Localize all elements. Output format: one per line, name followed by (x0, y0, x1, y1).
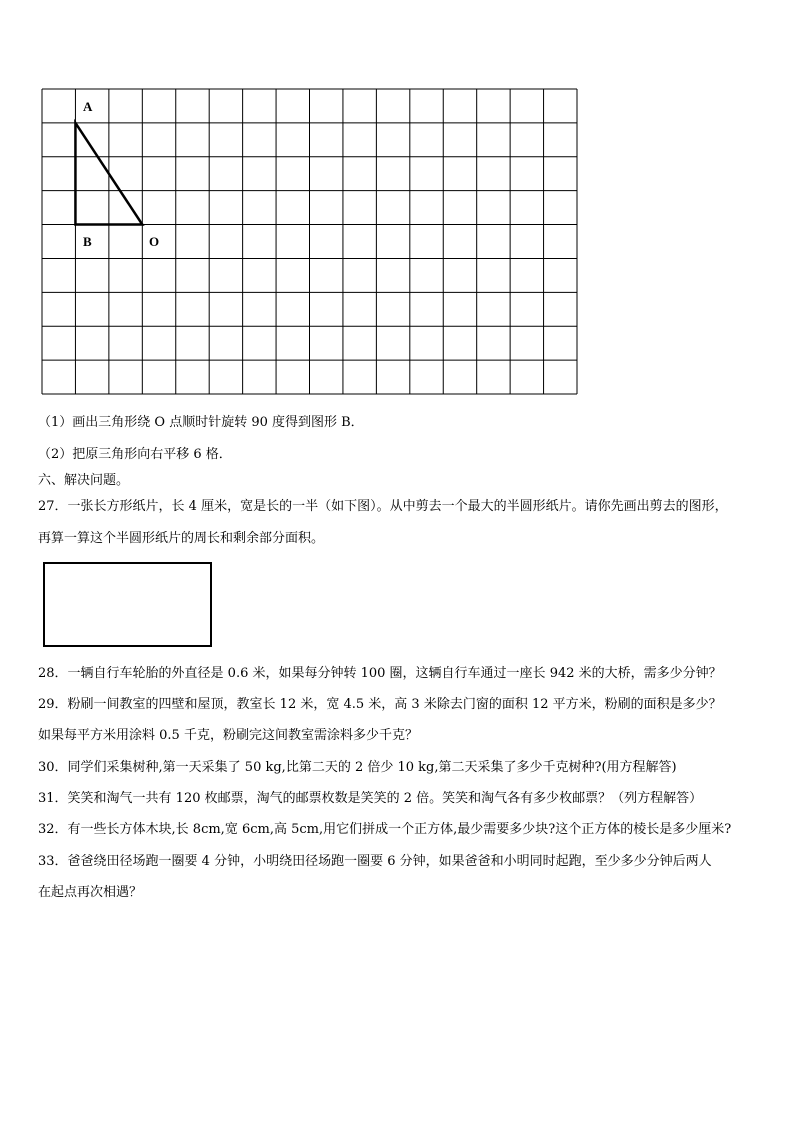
question-31: 31．笑笑和淘气一共有 120 枚邮票，淘气的邮票枚数是笑笑的 2 倍。笑笑和淘气各有多少枚邮票？（列方程解答） (38, 791, 703, 806)
point-label-a: A (83, 99, 93, 114)
sub-question-1: （1）画出三角形绕 O 点顺时针旋转 90 度得到图形 B． (38, 415, 364, 430)
point-label-b: B (83, 234, 92, 249)
question-29-line-2: 如果每平方米用涂料 0.5 千克，粉刷完这间教室需涂料多少千克？ (38, 728, 418, 743)
sub-question-2: （2）把原三角形向右平移 6 格． (38, 447, 232, 462)
question-28: 28．一辆自行车轮胎的外直径是 0.6 米，如果每分钟转 100 圈，这辆自行车通过一座长 942 米的大桥，需多少分钟？ (38, 666, 722, 681)
question-27-line-2: 再算一算这个半圆形纸片的周长和剩余部分面积。 (38, 531, 325, 546)
rectangle-figure (43, 562, 212, 647)
question-33-line-1: 33．爸爸绕田径场跑一圈要 4 分钟，小明绕田径场跑一圈要 6 分钟，如果爸爸和小明同时起跑，至少多少分钟后两人 (38, 854, 712, 869)
question-33-line-2: 在起点再次相遇？ (38, 885, 143, 900)
question-27-line-1: 27．一张长方形纸片，长 4 厘米，宽是长的一半（如下图）。从中剪去一个最大的半圆形纸片。请你先画出剪去的图形， (38, 499, 728, 514)
square-grid (42, 89, 577, 394)
question-29-line-1: 29．粉刷一间教室的四壁和屋顶，教室长 12 米，宽 4.5 米，高 3 米除去门窗的面积 12 平方米，粉刷的面积是多少？ (38, 697, 722, 712)
grid-figure (42, 89, 577, 394)
question-32: 32．有一些长方体木块,长 8cm,宽 6cm,高 5cm,用它们拼成一个正方体,最少需要多少块?这个正方体的棱长是多少厘米? (38, 822, 732, 837)
question-30: 30．同学们采集树种,第一天采集了 50 kg,比第二天的 2 倍少 10 kg,第二天采集了多少千克树种?(用方程解答) (38, 760, 677, 775)
point-label-o: O (149, 234, 160, 249)
section-heading: 六、解决问题。 (38, 473, 130, 488)
